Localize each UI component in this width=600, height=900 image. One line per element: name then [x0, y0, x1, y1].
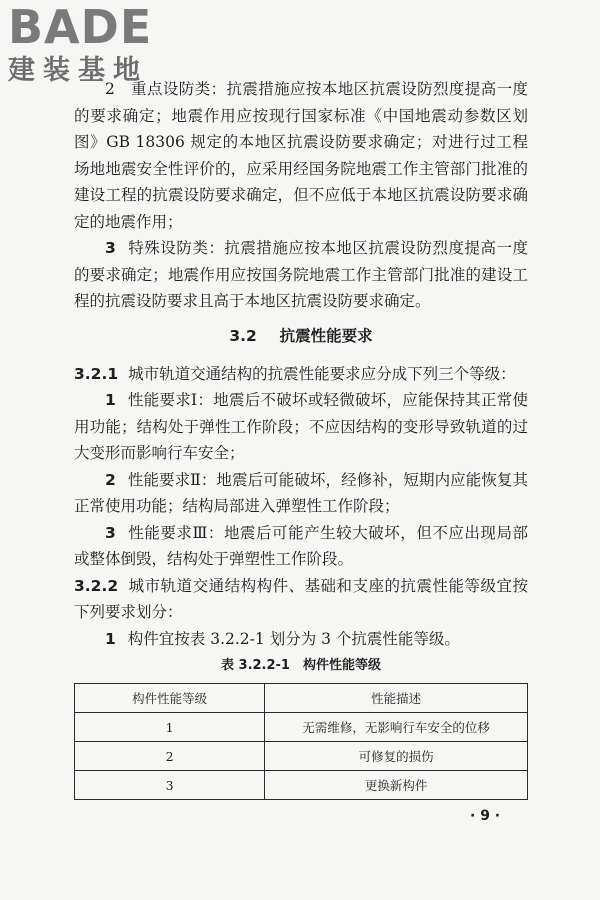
list-item — [74, 387, 528, 467]
table-cell: 更换新构件 — [265, 771, 528, 800]
item-text: 性能要求Ⅲ：地震后可能产生较大破坏，但不应出现局部或整体倒毁，结构处于弹塑性工作阶段。 — [74, 523, 528, 568]
item-number: 3 — [105, 523, 116, 542]
item-text: 特殊设防类：抗震措施应按本地区抗震设防烈度提高一度的要求确定；地震作用应按国务院地震工作主管部门批准的建设工程的抗震设防要求且高于本地区抗震设防要求确定。 — [74, 239, 528, 310]
logo — [8, 0, 178, 94]
item-number: 1 — [105, 391, 116, 409]
item-text: 性能要求Ⅱ：地震后可能破坏，经修补，短期内应能恢复其正常使用功能；结构局部进入弹塑性工作阶段； — [74, 470, 528, 515]
clause-3-2-2 — [74, 573, 528, 626]
logo-subtext: 建装基地 — [8, 55, 148, 86]
table-cell: 可修复的损伤 — [265, 742, 528, 771]
item-text: 构件宜按表 3.2.2-1 划分为 3 个抗震性能等级。 — [127, 629, 460, 648]
table-cell: 无需维修，无影响行车安全的位移 — [265, 713, 528, 742]
column-header: 性能描述 — [265, 684, 528, 713]
clause-number: 3.2.1 — [74, 364, 119, 383]
clause-text: 城市轨道交通结构构件、基础和支座的抗震性能等级宜按下列要求划分： — [74, 576, 528, 621]
section-heading — [74, 323, 528, 349]
page-number: · 9 · — [470, 808, 501, 824]
column-header: 构件性能等级 — [75, 684, 265, 713]
clause-3-2-1 — [74, 361, 528, 388]
table-row — [75, 713, 528, 742]
logo-text: BADE — [8, 0, 153, 54]
table-row — [75, 771, 528, 800]
table-cell: 1 — [75, 713, 265, 742]
section-number: 3.2 — [229, 326, 257, 345]
list-item — [74, 626, 528, 653]
paragraph-item-3 — [74, 235, 528, 315]
item-number: 3 — [105, 239, 116, 257]
paragraph-item-2: 2 重点设防类：抗震措施应按本地区抗震设防烈度提高一度的要求确定；地震作用应按现行国家标准《中国地震动参数区划图》GB 18306 规定的本地区抗震设防要求确定；对进行过工程场地地震安全性评价的，应采用经国务院地震工作主管部门批准的建设工程的抗震设防要求确定，但不应低于本地区抗震设防要求确定的地震作用； — [74, 80, 528, 231]
clause-number: 3.2.2 — [74, 576, 119, 595]
clause-text: 城市轨道交通结构的抗震性能要求应分成下列三个等级： — [128, 364, 516, 383]
performance-level-table — [74, 683, 528, 800]
section-title: 抗震性能要求 — [279, 326, 373, 345]
table-caption: 表 3.2.2-1 构件性能等级 — [221, 658, 381, 673]
list-item — [74, 467, 528, 520]
document-body — [74, 76, 528, 800]
table-cell: 2 — [75, 742, 265, 771]
table-row — [75, 742, 528, 771]
item-number: 2 — [105, 470, 116, 489]
item-text: 性能要求Ⅰ：地震后不破坏或轻微破坏，应能保持其正常使用功能；结构处于弹性工作阶段；不应因结构的变形导致轨道的过大变形而影响行车安全； — [74, 391, 528, 462]
item-number: 1 — [105, 629, 116, 648]
table-cell: 3 — [75, 771, 265, 800]
list-item — [74, 520, 528, 573]
table-header-row — [75, 684, 528, 713]
